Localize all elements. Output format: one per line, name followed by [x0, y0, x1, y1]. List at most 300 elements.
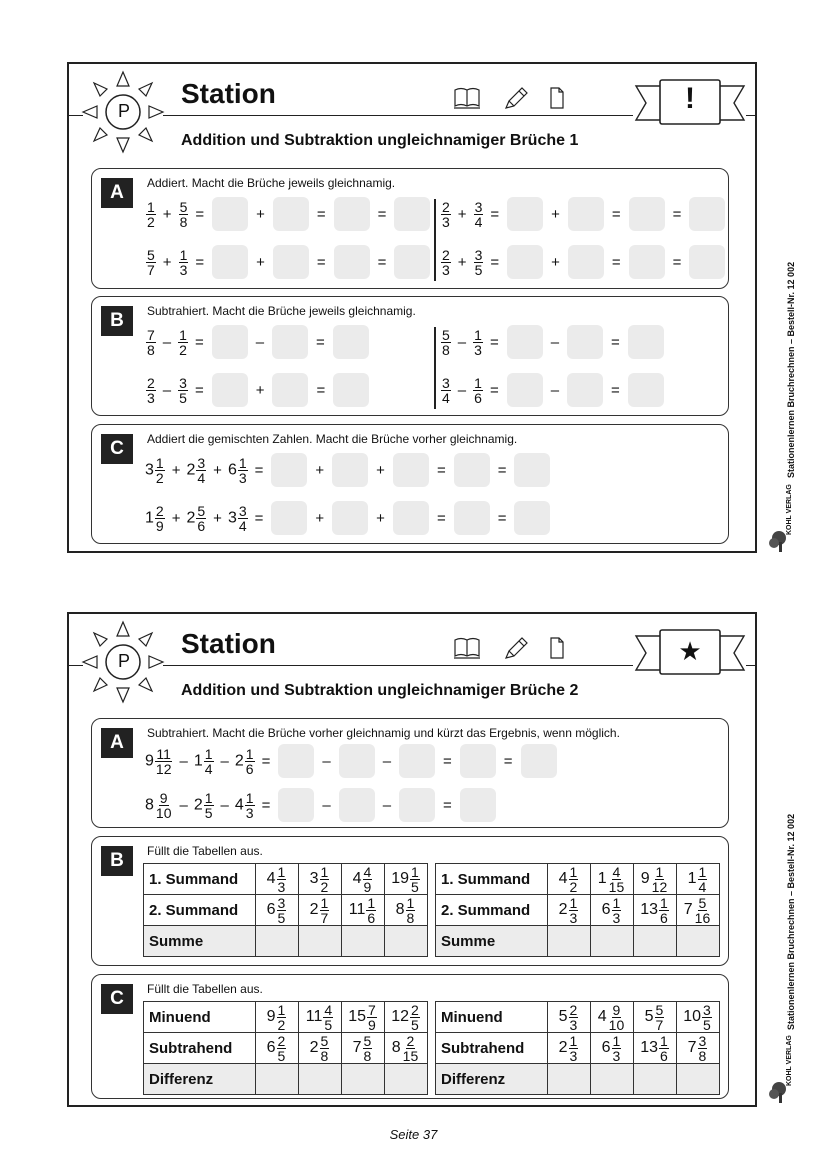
sun-letter: P	[117, 101, 130, 121]
equals-sign: =	[261, 796, 271, 814]
book-icon	[454, 89, 480, 109]
operator: +	[457, 253, 467, 271]
sum-table-left	[143, 863, 428, 957]
whole-part: 7	[683, 900, 693, 918]
denominator: 3	[612, 909, 621, 926]
denominator: 6	[474, 389, 482, 406]
answer-box[interactable]	[272, 325, 308, 359]
mixed-number	[309, 894, 331, 926]
denominator: 2	[320, 878, 329, 895]
whole-part: 6	[601, 1038, 611, 1056]
task-instruction: Füllt die Tabellen aus.	[147, 982, 263, 996]
denominator: 9	[368, 1016, 376, 1033]
fraction-cell	[299, 1002, 342, 1033]
task-tag: A	[101, 728, 133, 758]
answer-box[interactable]	[507, 245, 543, 279]
mixed-number	[395, 894, 417, 926]
whole-part: 11	[305, 1007, 323, 1025]
whole-part: 2	[558, 1038, 568, 1056]
rule	[163, 665, 633, 666]
fraction	[655, 1003, 665, 1032]
fraction	[204, 747, 214, 776]
answer-box[interactable]	[689, 245, 725, 279]
station-title: Station	[181, 628, 276, 659]
numerator: 5	[442, 326, 450, 343]
exercise-row	[145, 196, 432, 232]
numerator: 1	[320, 894, 329, 911]
operator: –	[322, 752, 331, 770]
numerator: 4	[612, 863, 621, 880]
numerator: 5	[320, 1032, 329, 1049]
operator: +	[171, 509, 181, 527]
answer-box[interactable]	[272, 373, 308, 407]
denominator: 7	[320, 909, 329, 926]
fraction-cell	[634, 895, 677, 926]
operator: –	[220, 796, 229, 814]
denominator: 10	[155, 804, 172, 821]
answer-box[interactable]	[514, 453, 550, 487]
exercise-row	[440, 324, 666, 360]
fraction	[277, 1034, 287, 1063]
answer-cell[interactable]	[634, 926, 677, 957]
whole-part: 9	[640, 869, 650, 887]
sun-letter: P	[117, 651, 130, 671]
fraction	[277, 896, 287, 925]
mixed-number	[640, 863, 669, 895]
whole-part: 7	[687, 1038, 697, 1056]
denominator: 3	[474, 341, 482, 358]
whole-part: 4	[558, 869, 568, 887]
numerator: 3	[474, 246, 483, 263]
equals-sign: =	[490, 205, 500, 223]
mixed-number	[177, 328, 189, 357]
mixed-number	[640, 1032, 670, 1064]
answer-box[interactable]	[339, 744, 375, 778]
row-label: Differenz	[436, 1064, 548, 1095]
whole-part: 6	[227, 460, 237, 478]
rule	[163, 115, 633, 116]
mixed-number	[309, 863, 331, 895]
fraction-cell	[342, 1033, 385, 1064]
whole-part: 19	[391, 869, 409, 887]
numerator: 5	[655, 1001, 664, 1018]
row-label: Subtrahend	[436, 1033, 548, 1064]
fraction-cell	[256, 1033, 299, 1064]
mixed-number	[186, 456, 207, 485]
mixed-number	[558, 894, 580, 926]
denominator: 4	[698, 878, 707, 895]
numerator: 1	[406, 894, 415, 911]
answer-box[interactable]	[393, 501, 429, 535]
denominator: 8	[698, 1047, 707, 1064]
fraction	[363, 865, 373, 894]
mixed-number	[683, 894, 712, 926]
numerator: 1	[660, 1032, 668, 1049]
operator: =	[503, 752, 513, 770]
answer-box[interactable]	[273, 197, 309, 231]
fraction-cell	[548, 864, 591, 895]
denominator: 5	[179, 389, 187, 406]
answer-cell[interactable]	[677, 1064, 720, 1095]
answer-cell[interactable]	[677, 926, 720, 957]
whole-part: 4	[352, 869, 362, 887]
answer-cell[interactable]	[548, 926, 591, 957]
operator: +	[213, 509, 222, 527]
operator: –	[382, 796, 392, 814]
answer-box[interactable]	[339, 788, 375, 822]
mixed-number	[440, 328, 452, 357]
whole-part: 3	[309, 869, 319, 887]
fraction	[410, 865, 420, 894]
denominator: 5	[474, 261, 483, 278]
mixed-number	[228, 504, 249, 533]
station-card-2	[67, 612, 757, 1107]
operator: =	[611, 253, 621, 271]
tool-icons	[453, 84, 573, 112]
mixed-number	[597, 863, 626, 895]
answer-box[interactable]	[689, 197, 725, 231]
fraction-cell	[591, 1033, 634, 1064]
mixed-number	[348, 894, 377, 926]
equals-sign: =	[261, 752, 271, 770]
numerator: 3	[238, 502, 247, 519]
whole-part: 13	[640, 900, 658, 918]
whole-part: 4	[266, 869, 276, 887]
answer-box[interactable]	[460, 788, 496, 822]
denominator: 6	[245, 760, 254, 777]
whole-part: 2	[234, 751, 244, 769]
publisher-logo: KOHL VERLAG	[786, 484, 793, 535]
fraction	[410, 1003, 420, 1032]
operator: =	[443, 796, 452, 814]
operator: +	[162, 253, 172, 271]
equals-sign: =	[254, 461, 264, 479]
whole-part: 6	[266, 1038, 276, 1056]
denominator: 8	[442, 341, 450, 358]
operator: –	[162, 381, 172, 399]
fraction-cell	[677, 1002, 720, 1033]
denominator: 3	[245, 804, 254, 821]
whole-part: 3	[227, 508, 237, 526]
numerator: 3	[197, 454, 206, 471]
fraction	[323, 1003, 333, 1032]
answer-cell[interactable]	[342, 926, 385, 957]
answer-cell[interactable]	[385, 926, 428, 957]
answer-box[interactable]	[454, 453, 490, 487]
mixed-number	[640, 894, 670, 926]
fraction	[694, 896, 712, 925]
pencil-icon	[506, 638, 527, 658]
side-order-text: Stationenlernen Bruchrechnen – Bestell-Nr. 12 002	[786, 813, 796, 1030]
equals-sign: =	[489, 333, 499, 351]
operator: =	[672, 253, 682, 271]
operator: –	[382, 752, 392, 770]
fraction	[366, 896, 376, 925]
fraction	[196, 504, 206, 533]
answer-cell[interactable]	[591, 1064, 634, 1095]
answer-box[interactable]	[332, 453, 368, 487]
divider	[434, 199, 436, 281]
answer-box[interactable]	[278, 788, 314, 822]
fraction	[320, 1034, 330, 1063]
operator: =	[316, 381, 326, 399]
task-instruction: Addiert. Macht die Brüche jeweils gleichnamig.	[147, 176, 396, 190]
fraction	[441, 376, 451, 405]
answer-cell[interactable]	[548, 1064, 591, 1095]
denominator: 3	[238, 469, 247, 486]
answer-cell[interactable]	[256, 1064, 299, 1095]
whole-part: 7	[352, 1038, 362, 1056]
row-label: Subtrahend	[144, 1033, 256, 1064]
operator: –	[322, 796, 331, 814]
answer-box[interactable]	[454, 501, 490, 535]
denominator: 5	[277, 909, 286, 926]
operator: =	[436, 509, 446, 527]
mixed-number	[305, 1001, 334, 1033]
answer-box[interactable]	[212, 197, 248, 231]
numerator: 1	[474, 374, 482, 391]
answer-box[interactable]	[629, 197, 665, 231]
answer-box[interactable]	[399, 788, 435, 822]
answer-box[interactable]	[507, 197, 543, 231]
fraction	[441, 248, 451, 277]
answer-box[interactable]	[393, 453, 429, 487]
answer-box[interactable]	[629, 245, 665, 279]
tool-icons	[453, 634, 573, 662]
numerator: 2	[406, 1032, 415, 1049]
whole-part: 8	[395, 900, 405, 918]
whole-part: 13	[640, 1038, 658, 1056]
numerator: 5	[197, 502, 206, 519]
fraction-cell	[548, 1002, 591, 1033]
equals-sign: =	[195, 205, 205, 223]
answer-box[interactable]	[521, 744, 557, 778]
answer-box[interactable]	[460, 744, 496, 778]
whole-part: 1	[687, 869, 697, 887]
fraction	[698, 865, 708, 894]
answer-box[interactable]	[507, 325, 543, 359]
numerator: 5	[363, 1032, 372, 1049]
numerator: 2	[277, 1032, 286, 1049]
denominator: 16	[694, 909, 711, 926]
denominator: 8	[179, 213, 188, 230]
whole-part: 5	[558, 1007, 568, 1025]
numerator: 2	[147, 374, 155, 391]
operator: +	[213, 461, 222, 479]
numerator: 1	[474, 326, 482, 343]
answer-box[interactable]	[514, 501, 550, 535]
answer-box[interactable]	[333, 325, 369, 359]
whole-part: 12	[391, 1007, 409, 1025]
fraction	[569, 1034, 579, 1063]
fraction	[245, 747, 255, 776]
fraction	[320, 896, 330, 925]
operator: +	[256, 205, 265, 223]
answer-box[interactable]	[568, 197, 604, 231]
numerator: 3	[474, 198, 483, 215]
row-label: Minuend	[144, 1002, 256, 1033]
numerator: 3	[277, 894, 286, 911]
answer-box[interactable]	[628, 325, 664, 359]
numerator: 4	[324, 1001, 333, 1018]
answer-box[interactable]	[394, 197, 430, 231]
answer-box[interactable]	[271, 501, 307, 535]
whole-part: 4	[597, 1007, 607, 1025]
operator: =	[497, 509, 507, 527]
answer-cell[interactable]	[634, 1064, 677, 1095]
fraction	[474, 248, 484, 277]
mixed-number	[473, 200, 485, 229]
answer-cell[interactable]	[591, 926, 634, 957]
task-box-c	[91, 424, 729, 544]
answer-cell[interactable]	[299, 1064, 342, 1095]
side-order-text: Stationenlernen Bruchrechnen – Bestell-Nr. 12 002	[786, 261, 796, 478]
mixed-number	[145, 376, 157, 405]
exercise-row	[440, 244, 727, 280]
answer-box[interactable]	[212, 325, 248, 359]
fraction-cell	[385, 864, 428, 895]
fraction-cell	[385, 1002, 428, 1033]
answer-box[interactable]	[332, 501, 368, 535]
answer-box[interactable]	[394, 245, 430, 279]
denominator: 9	[155, 517, 164, 534]
denominator: 6	[367, 909, 376, 926]
tree-logo-icon	[768, 528, 794, 554]
answer-box[interactable]	[567, 325, 603, 359]
operator: =	[377, 205, 387, 223]
numerator: 2	[442, 246, 450, 263]
fraction	[367, 1003, 377, 1032]
numerator: 2	[442, 198, 450, 215]
fraction	[178, 376, 188, 405]
mixed-number	[558, 1001, 580, 1033]
fraction	[196, 456, 206, 485]
answer-box[interactable]	[507, 373, 543, 407]
fraction-cell	[677, 1033, 720, 1064]
fraction	[204, 791, 214, 820]
answer-cell[interactable]	[342, 1064, 385, 1095]
mixed-number	[309, 1032, 331, 1064]
answer-box[interactable]	[628, 373, 664, 407]
equals-sign: =	[194, 333, 204, 351]
mixed-number	[186, 504, 207, 533]
numerator: 1	[204, 789, 213, 806]
denominator: 2	[155, 469, 164, 486]
numerator: 1	[204, 745, 213, 762]
denominator: 3	[179, 261, 188, 278]
whole-part: 9	[145, 751, 154, 769]
sum-table-right	[435, 863, 720, 957]
exercise-row	[145, 372, 371, 408]
answer-cell[interactable]	[299, 926, 342, 957]
denominator: 3	[569, 1047, 578, 1064]
denominator: 2	[277, 1016, 286, 1033]
answer-box[interactable]	[568, 245, 604, 279]
fraction	[608, 1003, 626, 1032]
mixed-number	[391, 1032, 420, 1064]
denominator: 15	[608, 878, 625, 895]
answer-box[interactable]	[273, 245, 309, 279]
operator: =	[672, 205, 682, 223]
row-label: Summe	[436, 926, 548, 957]
answer-box[interactable]	[399, 744, 435, 778]
answer-box[interactable]	[334, 245, 370, 279]
operator: –	[550, 333, 560, 351]
mixed-number	[558, 863, 580, 895]
mixed-number	[266, 1032, 288, 1064]
task-instruction: Addiert die gemischten Zahlen. Macht die Brüche vorher gleichnamig.	[147, 432, 518, 446]
operator: =	[611, 205, 621, 223]
numerator: 5	[147, 246, 155, 263]
whole-part: 2	[186, 508, 196, 526]
fraction	[473, 376, 483, 405]
mixed-number	[145, 747, 173, 776]
fraction-cell	[256, 1002, 299, 1033]
fraction	[406, 896, 416, 925]
fraction-cell	[548, 895, 591, 926]
fraction	[155, 791, 173, 820]
mixed-number	[601, 1032, 623, 1064]
numerator: 1	[147, 198, 155, 215]
operator: =	[436, 461, 446, 479]
operator: =	[443, 752, 452, 770]
numerator: 3	[698, 1032, 707, 1049]
fraction-cell	[677, 864, 720, 895]
answer-box[interactable]	[333, 373, 369, 407]
fraction	[659, 896, 669, 925]
exercise-row	[145, 324, 371, 360]
exercise-row	[145, 244, 432, 280]
numerator: 5	[698, 894, 707, 911]
answer-box[interactable]	[212, 245, 248, 279]
numerator: 1	[277, 863, 286, 880]
answer-box[interactable]	[212, 373, 248, 407]
answer-box[interactable]	[567, 373, 603, 407]
fraction-cell	[342, 895, 385, 926]
answer-box[interactable]	[278, 744, 314, 778]
operator: +	[457, 205, 467, 223]
rule	[746, 665, 757, 666]
fraction	[698, 1034, 708, 1063]
whole-part: 4	[234, 795, 244, 813]
numerator: 1	[660, 894, 668, 911]
equals-sign: =	[254, 509, 264, 527]
mixed-number	[194, 747, 215, 776]
whole-part: 8	[145, 795, 154, 813]
exercise-row	[440, 196, 727, 232]
fraction-cell	[385, 895, 428, 926]
operator: =	[377, 253, 387, 271]
answer-cell[interactable]	[385, 1064, 428, 1095]
answer-box[interactable]	[334, 197, 370, 231]
answer-cell[interactable]	[256, 926, 299, 957]
fraction	[569, 1003, 579, 1032]
answer-box[interactable]	[271, 453, 307, 487]
mixed-number	[266, 1001, 288, 1033]
denominator: 6	[197, 517, 206, 534]
denominator: 4	[197, 469, 206, 486]
operator: –	[179, 752, 188, 770]
row-label: Minuend	[436, 1002, 548, 1033]
numerator: 7	[368, 1001, 376, 1018]
whole-part: 1	[193, 751, 203, 769]
denominator: 2	[179, 341, 187, 358]
operator: =	[497, 461, 507, 479]
mixed-number	[145, 248, 157, 277]
denominator: 15	[402, 1047, 419, 1064]
numerator: 1	[569, 863, 578, 880]
page-number: Seite 37	[389, 1127, 438, 1142]
